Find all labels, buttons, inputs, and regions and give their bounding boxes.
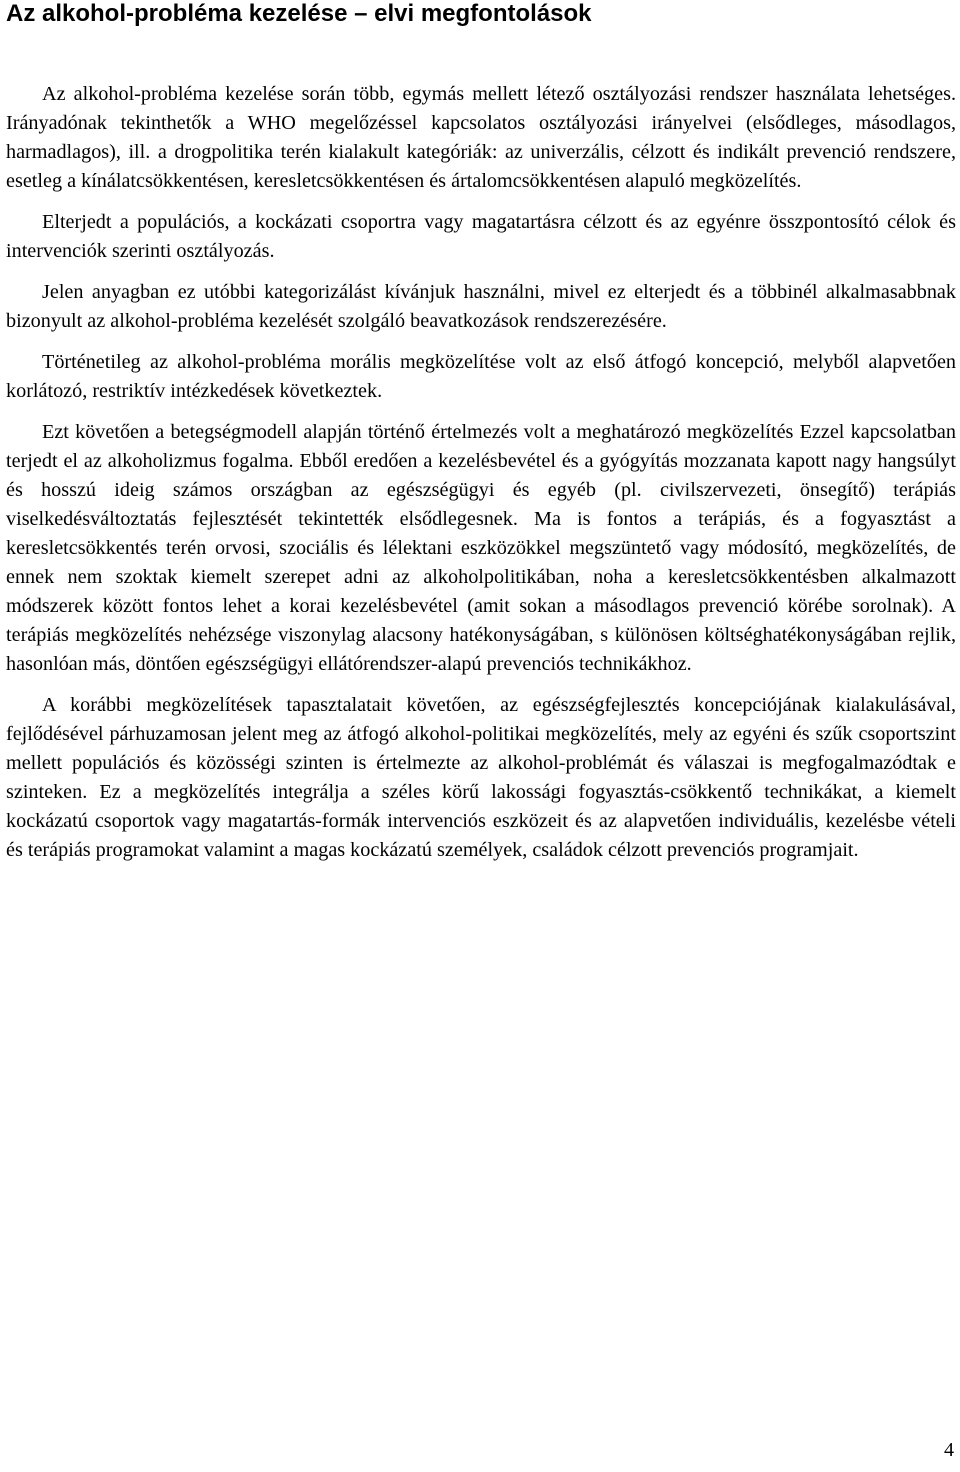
page-number: 4 bbox=[944, 1439, 954, 1461]
page-heading: Az alkohol-probléma kezelése – elvi megfontolások bbox=[6, 0, 592, 27]
paragraph-moral-approach: Történetileg az alkohol-probléma morális megközelítése volt az első átfogó koncepció, melyből alapvetően korlátozó, restriktív intézkedések következtek. bbox=[6, 351, 956, 402]
paragraph-classification-systems: Az alkohol-probléma kezelése során több, egymás mellett létező osztályozási rendszer használata lehetséges. Irányadónak tekinthetők a WHO megelőzéssel kapcsolatos osztályozási irányelvei (elsődleges, másodlagos, harmadlagos), ill. a drogpolitika terén kialakult kategóriák: az univerzális, célzott és indikált prevenció rendszere, esetleg a kínálatcsökkentésen, keresletcsökkentésen és ártalomcsökkentésen alapuló megközelítés. bbox=[6, 83, 956, 192]
paragraph-disease-model: Ezt követően a betegségmodell alapján történő értelmezés volt a meghatározó megközelítés Ezzel kapcsolatban terjedt el az alkoholizmus fogalma. Ebből eredően a kezelésbevétel és a gyógyítás mozzanata kapott nagy hangsúlyt és hosszú ideig számos országban az egészségügyi és egyéb (pl. civilszervezeti, önsegítő) terápiás viselkedésváltoztatás fejlesztését tekintették elsődlegesnek. Ma is fontos a terápiás, és a fogyasztást a keresletcsökkentés terén orvosi, szociális és lélektani eszközökkel megszüntető vagy módosító, megközelítés, de ennek nem szoktak kiemelt szerepet adni az alkoholpolitikában, noha a keresletcsökkentésben alkalmazott módszerek között fontos lehet a korai kezelésbevétel (amit sokan a másodlagos prevenció körébe sorolnak). A terápiás megközelítés nehézsége viszonylag alacsony hatékonyságában, s különösen költséghatékonyságában rejlik, hasonlóan más, döntően egészségügyi ellátórendszer-alapú prevenciós technikákhoz. bbox=[6, 421, 956, 675]
document-body bbox=[6, 80, 956, 877]
paragraph-population-classification: Elterjedt a populációs, a kockázati csoportra vagy magatartásra célzott és az egyénre összpontosító célok és intervenciók szerinti osztályozás. bbox=[6, 211, 956, 262]
paragraph-comprehensive-approach: A korábbi megközelítések tapasztalatait követően, az egészségfejlesztés koncepciójának kialakulásával, fejlődésével párhuzamosan jelent meg az átfogó alkohol-politikai megközelítés, mely az egyéni és szűk csoportszint mellett populációs és közösségi szinten is értelmezte az alkohol-problémát és válaszai is megfogalmazódtak e szinteken. Ez a megközelítés integrálja a széles körű lakossági fogyasztás-csökkentő technikákat, a kiemelt kockázatú csoportok vagy magatartás-formák intervenciós eszközeit és az alapvetően individuális, kezelésbe vételi és terápiás programokat valamint a magas kockázatú személyek, családok célzott prevenciós programjait. bbox=[6, 694, 956, 861]
paragraph-chosen-categorization: Jelen anyagban ez utóbbi kategorizálást kívánjuk használni, mivel ez elterjedt és a többinél alkalmasabbnak bizonyult az alkohol-probléma kezelését szolgáló beavatkozások rendszerezésére. bbox=[6, 281, 956, 332]
